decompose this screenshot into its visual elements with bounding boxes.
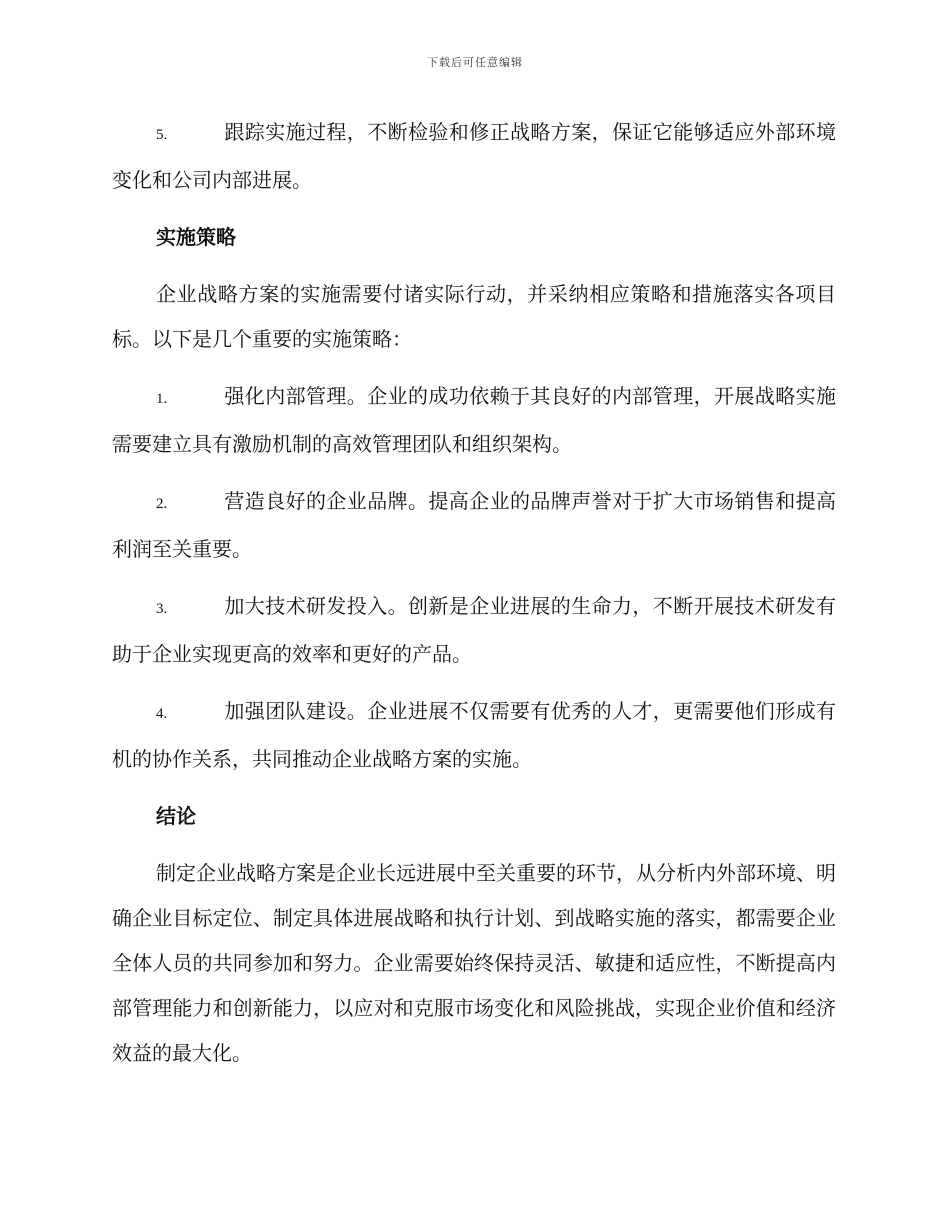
list-item-1 xyxy=(112,374,836,467)
implementation-intro: 企业战略方案的实施需要付诸实际行动，并采纳相应策略和措施落实各项目标。以下是几个重要的实施策略： xyxy=(112,282,836,351)
conclusion-paragraph: 制定企业战略方案是企业长远进展中至关重要的环节，从分析内外部环境、明确企业目标定位、制定具体进展战略和执行计划、到战略实施的落实，都需要企业全体人员的共同参加和努力。企业需要始终保持灵活、敏捷和适应性，不断提高内部管理能力和创新能力，以应对和克服市场变化和风险挑战，实现企业价值和经济效益的最大化。 xyxy=(112,861,836,1065)
list-number: 4. xyxy=(156,706,168,722)
list-item-4 xyxy=(112,689,836,782)
header-note: 下载后可任意编辑 xyxy=(427,56,523,69)
section-heading-implementation: 实施策略 xyxy=(156,225,236,249)
list-text: 加强团队建设。企业进展不仅需要有优秀的人才，更需要他们形成有机的协作关系，共同推动企业战略方案的实施。 xyxy=(112,699,836,771)
list-number: 1. xyxy=(156,391,168,407)
list-number: 3. xyxy=(156,601,168,617)
list-item-3 xyxy=(112,584,836,677)
list-number: 5. xyxy=(156,127,168,143)
list-text: 营造良好的企业品牌。提高企业的品牌声誉对于扩大市场销售和提高利润至关重要。 xyxy=(112,489,836,561)
list-item-2 xyxy=(112,479,836,572)
list-item-5 xyxy=(112,110,836,203)
section-heading-conclusion: 结论 xyxy=(156,804,196,828)
list-text: 跟踪实施过程，不断检验和修正战略方案，保证它能够适应外部环境变化和公司内部进展。 xyxy=(112,120,836,192)
list-text: 强化内部管理。企业的成功依赖于其良好的内部管理，开展战略实施需要建立具有激励机制的高效管理团队和组织架构。 xyxy=(112,384,836,456)
list-text: 加大技术研发投入。创新是企业进展的生命力，不断开展技术研发有助于企业实现更高的效率和更好的产品。 xyxy=(112,594,836,666)
document-body xyxy=(112,110,836,1088)
list-number: 2. xyxy=(156,496,168,512)
